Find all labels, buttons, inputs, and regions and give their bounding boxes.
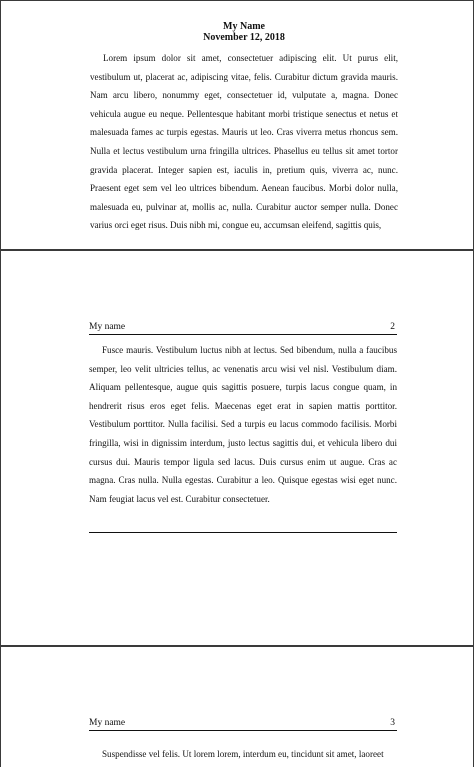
title-block	[90, 21, 398, 43]
document-date: November 12, 2018	[203, 32, 285, 43]
page-2-paragraph-text: Fusce mauris. Vestibulum luctus nibh at lectus. Sed bibendum, nulla a faucibus semper, leo velit ultricies tellus, ac venenatis arcu wisi vel nisl. Vestibulum diam. Aliquam pellentesque, augue quis sagittis posuere, turpis lacus congue quam, in hendrerit risus eros eget felis. Maecenas eget erat in sapien mattis porttitor. Vestibulum porttitor. Nulla facilisi. Sed a turpis eu lacus commodo facilisis. Morbi fringilla, wisi in dignissim interdum, justo lectus sagittis dui, et vehicula libero dui cursus dui. Mauris tempor ligula sed lacus. Duis cursus enim ut augue. Cras ac magna. Cras nulla. Nulla egestas. Curabitur a leo. Quisque egestas wisi eget nunc. Nam feugiat lacus vel est. Curabitur consectetuer.	[89, 345, 397, 504]
running-head-page-3	[89, 717, 397, 731]
page-number: 2	[390, 322, 395, 332]
page-1-paragraph	[90, 49, 398, 235]
page-1	[0, 0, 474, 250]
page-number: 3	[390, 718, 395, 728]
author-name: My Name	[223, 21, 265, 32]
running-head-title: My name	[89, 718, 126, 728]
page-3-paragraph-text: Suspendisse vel felis. Ut lorem lorem, interdum eu, tincidunt sit amet, laoreet	[102, 749, 384, 759]
page-3-paragraph	[89, 745, 397, 764]
page-2-paragraph	[89, 341, 397, 508]
running-head-title: My name	[89, 322, 126, 332]
footer-rule	[89, 532, 397, 533]
page-1-paragraph-text: Lorem ipsum dolor sit amet, consectetuer adipiscing elit. Ut purus elit, vestibulum ut, placerat ac, adipiscing vitae, felis. Curabitur dictum gravida mauris. Nam arcu libero, nonummy eget, consectetuer id, vulputate a, magna. Donec vehicula augue eu neque. Pellentesque habitant morbi tristique senectus et netus et malesuada fames ac turpis egestas. Mauris ut leo. Cras viverra metus rhoncus sem. Nulla et lectus vestibulum urna fringilla ultrices. Phasellus eu tellus sit amet tortor gravida placerat. Integer sapien est, iaculis in, pretium quis, viverra ac, nunc. Praesent eget sem vel leo ultrices bibendum. Aenean faucibus. Morbi dolor nulla, malesuada eu, pulvinar at, mollis ac, nulla. Curabitur auctor semper nulla. Donec varius orci eget risus. Duis nibh mi, congue eu, accumsan eleifend, sagittis quis,	[90, 53, 398, 231]
running-head-page-2	[89, 321, 397, 335]
